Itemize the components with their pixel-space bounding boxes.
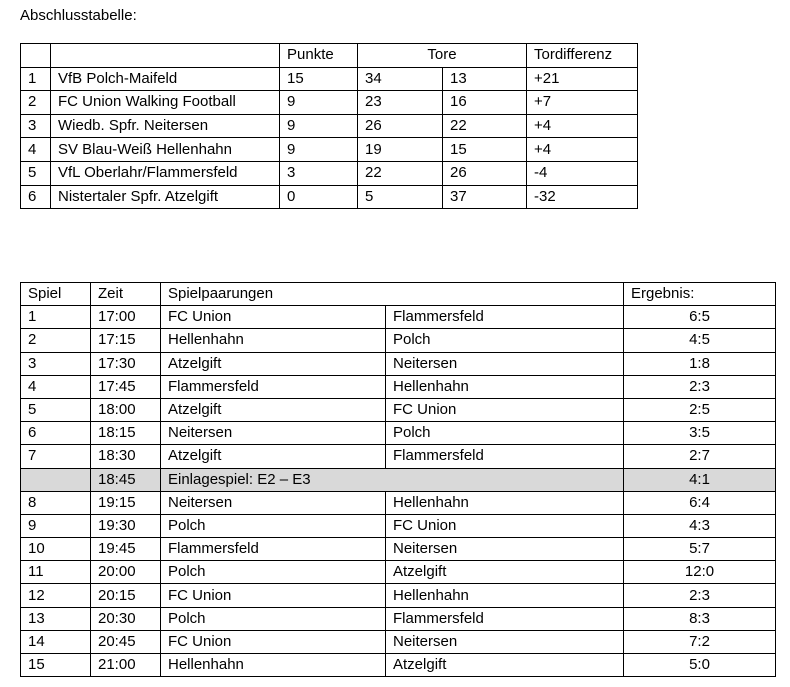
schedule-header-row [21, 283, 776, 306]
diff-cell: +4 [527, 114, 638, 138]
team-cell: Wiedb. Spfr. Neitersen [51, 114, 280, 138]
points-cell: 9 [280, 138, 358, 162]
match-row [21, 422, 776, 445]
team-cell: FC Union Walking Football [51, 91, 280, 115]
result-cell: 12:0 [624, 561, 776, 584]
result-cell: 4:1 [624, 468, 776, 491]
header-rank [21, 44, 51, 68]
time-cell: 17:30 [91, 352, 161, 375]
game-number-cell [21, 468, 91, 491]
goals-against-cell: 37 [443, 185, 527, 209]
exhibition-label-cell: Einlagespiel: E2 – E3 [161, 468, 624, 491]
time-cell: 20:00 [91, 561, 161, 584]
goals-against-cell: 26 [443, 161, 527, 185]
header-pairings: Spielpaarungen [161, 283, 624, 306]
game-number-cell: 7 [21, 445, 91, 468]
points-cell: 9 [280, 91, 358, 115]
match-row [21, 491, 776, 514]
result-cell: 8:3 [624, 607, 776, 630]
game-number-cell: 9 [21, 514, 91, 537]
diff-cell: +7 [527, 91, 638, 115]
game-number-cell: 14 [21, 630, 91, 653]
game-number-cell: 4 [21, 375, 91, 398]
result-cell: 2:5 [624, 398, 776, 421]
time-cell: 18:15 [91, 422, 161, 445]
header-result: Ergebnis: [624, 283, 776, 306]
time-cell: 20:15 [91, 584, 161, 607]
goals-for-cell: 34 [358, 67, 443, 91]
header-team [51, 44, 280, 68]
match-row [21, 375, 776, 398]
away-team-cell: Atzelgift [386, 654, 624, 677]
points-cell: 9 [280, 114, 358, 138]
standings-table [20, 43, 638, 209]
points-cell: 0 [280, 185, 358, 209]
diff-cell: -4 [527, 161, 638, 185]
game-number-cell: 12 [21, 584, 91, 607]
result-cell: 1:8 [624, 352, 776, 375]
rank-cell: 4 [21, 138, 51, 162]
time-cell: 21:00 [91, 654, 161, 677]
away-team-cell: Polch [386, 329, 624, 352]
away-team-cell: Flammersfeld [386, 306, 624, 329]
result-cell: 6:4 [624, 491, 776, 514]
home-team-cell: Atzelgift [161, 352, 386, 375]
game-number-cell: 6 [21, 422, 91, 445]
team-cell: VfL Oberlahr/Flammersfeld [51, 161, 280, 185]
time-cell: 18:45 [91, 468, 161, 491]
match-row [21, 561, 776, 584]
match-row [21, 306, 776, 329]
game-number-cell: 1 [21, 306, 91, 329]
goals-for-cell: 5 [358, 185, 443, 209]
header-goals: Tore [358, 44, 527, 68]
home-team-cell: Neitersen [161, 422, 386, 445]
standings-row [21, 91, 638, 115]
points-cell: 15 [280, 67, 358, 91]
match-row [21, 607, 776, 630]
standings-row [21, 138, 638, 162]
team-cell: VfB Polch-Maifeld [51, 67, 280, 91]
time-cell: 19:30 [91, 514, 161, 537]
goals-for-cell: 23 [358, 91, 443, 115]
home-team-cell: FC Union [161, 584, 386, 607]
rank-cell: 6 [21, 185, 51, 209]
away-team-cell: Hellenhahn [386, 584, 624, 607]
time-cell: 20:30 [91, 607, 161, 630]
away-team-cell: Flammersfeld [386, 445, 624, 468]
rank-cell: 1 [21, 67, 51, 91]
schedule-table [20, 282, 776, 677]
game-number-cell: 2 [21, 329, 91, 352]
diff-cell: -32 [527, 185, 638, 209]
time-cell: 17:00 [91, 306, 161, 329]
rank-cell: 2 [21, 91, 51, 115]
game-number-cell: 15 [21, 654, 91, 677]
away-team-cell: Atzelgift [386, 561, 624, 584]
page-title: Abschlusstabelle: [20, 7, 137, 24]
goals-against-cell: 13 [443, 67, 527, 91]
rank-cell: 3 [21, 114, 51, 138]
team-cell: SV Blau-Weiß Hellenhahn [51, 138, 280, 162]
away-team-cell: Neitersen [386, 538, 624, 561]
result-cell: 5:7 [624, 538, 776, 561]
result-cell: 4:5 [624, 329, 776, 352]
match-row [21, 514, 776, 537]
diff-cell: +21 [527, 67, 638, 91]
match-row [21, 584, 776, 607]
home-team-cell: Polch [161, 607, 386, 630]
standings-row [21, 114, 638, 138]
away-team-cell: Neitersen [386, 352, 624, 375]
home-team-cell: Flammersfeld [161, 538, 386, 561]
time-cell: 20:45 [91, 630, 161, 653]
header-diff: Tordifferenz [527, 44, 638, 68]
home-team-cell: Flammersfeld [161, 375, 386, 398]
game-number-cell: 3 [21, 352, 91, 375]
time-cell: 17:15 [91, 329, 161, 352]
result-cell: 5:0 [624, 654, 776, 677]
points-cell: 3 [280, 161, 358, 185]
result-cell: 2:7 [624, 445, 776, 468]
home-team-cell: Neitersen [161, 491, 386, 514]
game-number-cell: 13 [21, 607, 91, 630]
goals-against-cell: 16 [443, 91, 527, 115]
result-cell: 2:3 [624, 375, 776, 398]
game-number-cell: 8 [21, 491, 91, 514]
goals-for-cell: 22 [358, 161, 443, 185]
away-team-cell: Polch [386, 422, 624, 445]
result-cell: 6:5 [624, 306, 776, 329]
time-cell: 19:45 [91, 538, 161, 561]
standings-header-row [21, 44, 638, 68]
away-team-cell: FC Union [386, 514, 624, 537]
home-team-cell: Hellenhahn [161, 329, 386, 352]
home-team-cell: FC Union [161, 306, 386, 329]
home-team-cell: FC Union [161, 630, 386, 653]
home-team-cell: Atzelgift [161, 398, 386, 421]
match-row [21, 329, 776, 352]
result-cell: 2:3 [624, 584, 776, 607]
away-team-cell: Neitersen [386, 630, 624, 653]
result-cell: 3:5 [624, 422, 776, 445]
home-team-cell: Polch [161, 514, 386, 537]
standings-row [21, 67, 638, 91]
standings-row [21, 185, 638, 209]
result-cell: 7:2 [624, 630, 776, 653]
away-team-cell: Hellenhahn [386, 375, 624, 398]
time-cell: 18:00 [91, 398, 161, 421]
time-cell: 17:45 [91, 375, 161, 398]
game-number-cell: 11 [21, 561, 91, 584]
match-row [21, 654, 776, 677]
result-cell: 4:3 [624, 514, 776, 537]
rank-cell: 5 [21, 161, 51, 185]
exhibition-match-row [21, 468, 776, 491]
match-row [21, 538, 776, 561]
home-team-cell: Polch [161, 561, 386, 584]
header-time: Zeit [91, 283, 161, 306]
goals-for-cell: 19 [358, 138, 443, 162]
header-game: Spiel [21, 283, 91, 306]
game-number-cell: 10 [21, 538, 91, 561]
time-cell: 19:15 [91, 491, 161, 514]
match-row [21, 630, 776, 653]
game-number-cell: 5 [21, 398, 91, 421]
home-team-cell: Atzelgift [161, 445, 386, 468]
goals-against-cell: 15 [443, 138, 527, 162]
away-team-cell: Flammersfeld [386, 607, 624, 630]
diff-cell: +4 [527, 138, 638, 162]
team-cell: Nistertaler Spfr. Atzelgift [51, 185, 280, 209]
time-cell: 18:30 [91, 445, 161, 468]
match-row [21, 398, 776, 421]
away-team-cell: FC Union [386, 398, 624, 421]
away-team-cell: Hellenhahn [386, 491, 624, 514]
goals-for-cell: 26 [358, 114, 443, 138]
header-points: Punkte [280, 44, 358, 68]
match-row [21, 352, 776, 375]
goals-against-cell: 22 [443, 114, 527, 138]
match-row [21, 445, 776, 468]
home-team-cell: Hellenhahn [161, 654, 386, 677]
standings-row [21, 161, 638, 185]
